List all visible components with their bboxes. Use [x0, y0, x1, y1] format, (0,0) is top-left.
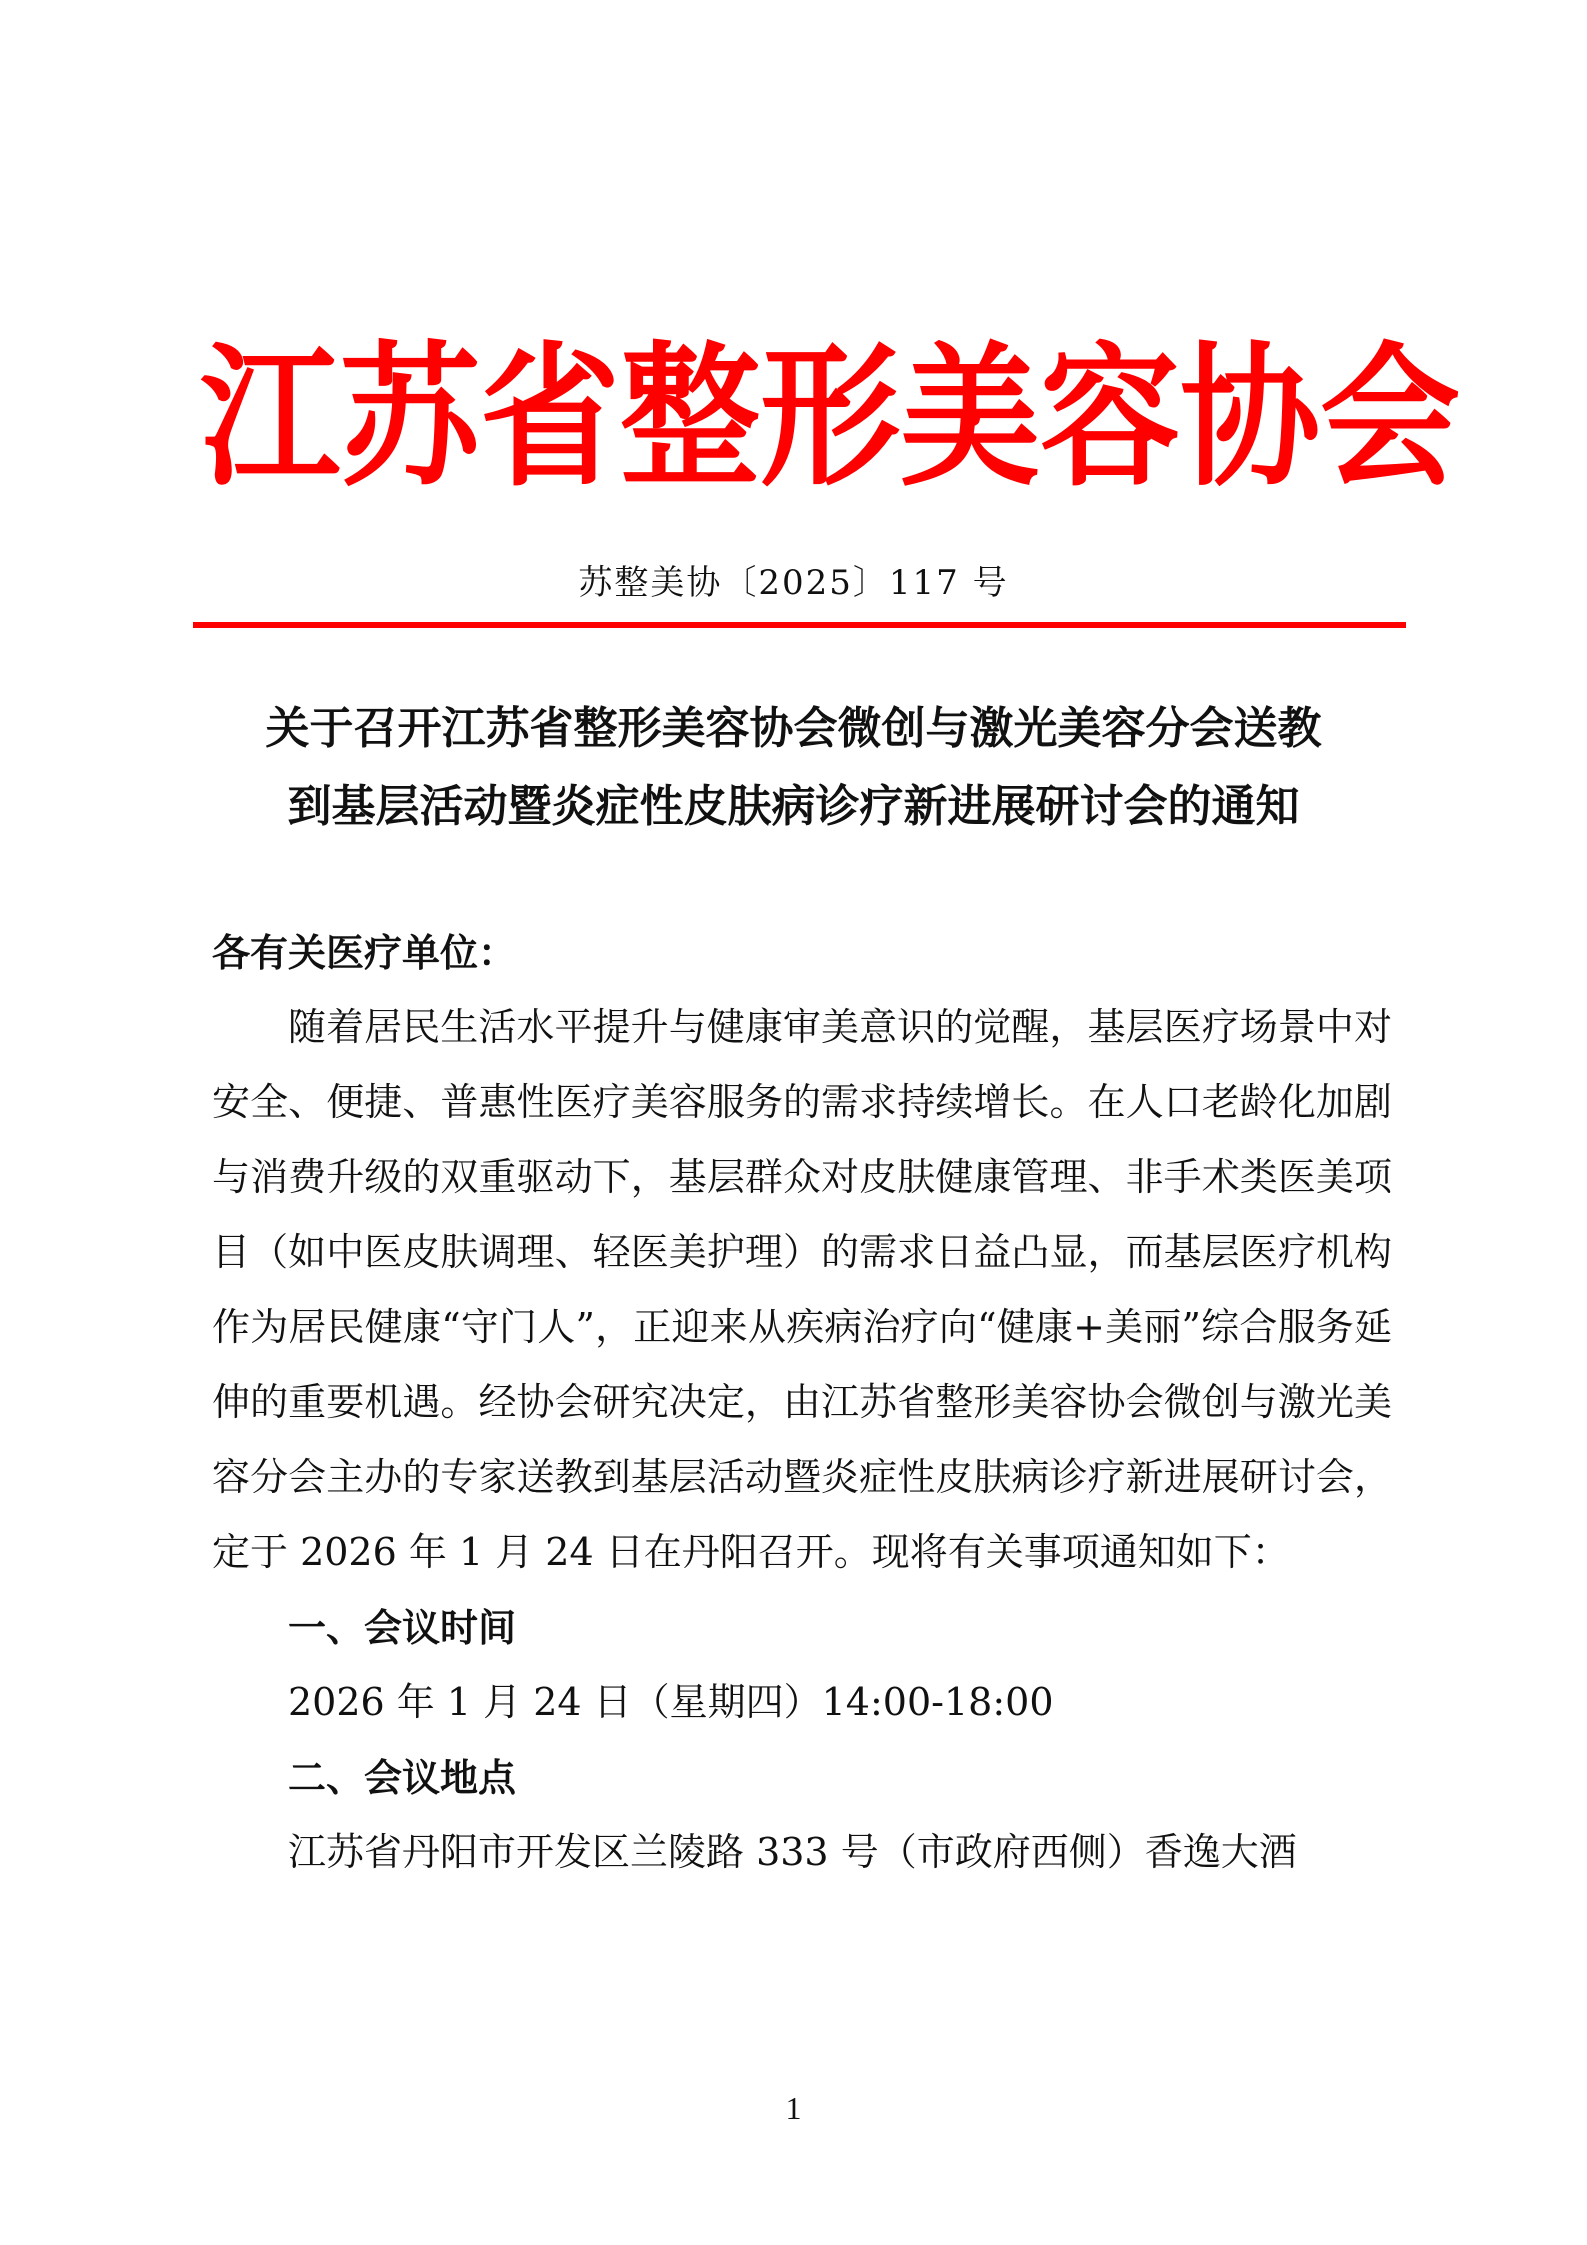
masthead-char: 江: [200, 327, 341, 509]
section-content-time: 2026 年 1 月 24 日（星期四）14:00-18:00: [288, 1680, 1054, 1724]
masthead-char: 整: [620, 327, 761, 509]
salutation: 各有关医疗单位：: [212, 930, 517, 975]
masthead-char: 省: [480, 327, 621, 509]
red-separator-line: [193, 622, 1406, 628]
title-line-1: 关于召开江苏省整形美容协会微创与激光美容分会送教: [265, 703, 1322, 754]
title-line-2: 到基层活动暨炎症性皮肤病诊疗新进展研讨会的通知: [287, 781, 1300, 832]
page-number: 1: [785, 2090, 802, 2126]
masthead-char: 形: [760, 327, 901, 509]
section-content-location: 江苏省丹阳市开发区兰陵路 333 号（市政府西侧）香逸大酒: [288, 1830, 1297, 1874]
masthead-char: 美: [900, 327, 1041, 509]
section-heading-location: 二、会议地点: [288, 1755, 517, 1800]
masthead-char: 容: [1040, 327, 1181, 509]
document-number: 苏整美协〔2025〕117 号: [578, 563, 1009, 603]
masthead-char: 会: [1320, 327, 1461, 509]
notice-title: [200, 690, 1387, 846]
intro-paragraph: 随着居民生活水平提升与健康审美意识的觉醒，基层医疗场景中对安全、便捷、普惠性医疗美容服务的需求持续增长。在人口老龄化加剧与消费升级的双重驱动下，基层群众对皮肤健康管理、非手术类医美项目（如中医皮肤调理、轻医美护理）的需求日益凸显，而基层医疗机构作为居民健康“守门人”，正迎来从疾病治疗向“健康+美丽”综合服务延伸的重要机遇。经协会研究决定，由江苏省整形美容协会微创与激光美容分会主办的专家送教到基层活动暨炎症性皮肤病诊疗新进展研讨会，定于 2026 年 1 月 24 日在丹阳召开。现将有关事项通知如下：: [212, 1005, 1392, 1574]
masthead-title: [200, 327, 1461, 509]
section-heading-time: 一、会议时间: [288, 1605, 517, 1650]
masthead-char: 苏: [340, 327, 481, 509]
masthead-char: 协: [1180, 327, 1321, 509]
document-body: [212, 915, 1392, 1890]
